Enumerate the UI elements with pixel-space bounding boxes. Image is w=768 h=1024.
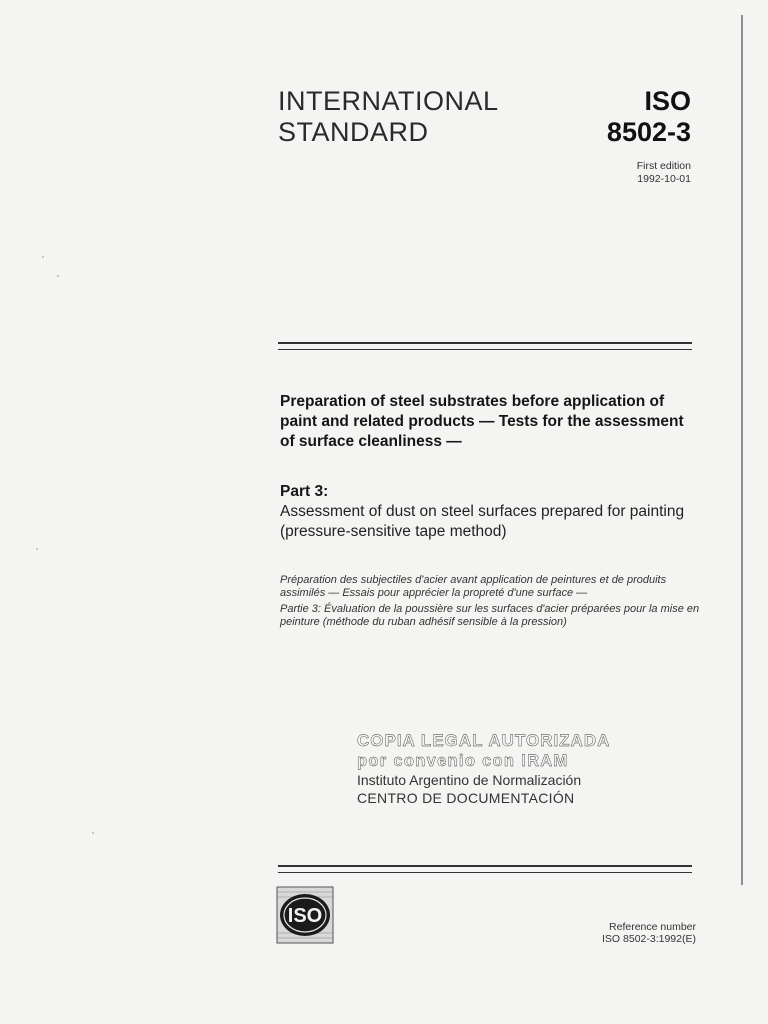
scan-speck: [42, 256, 44, 258]
scan-edge-line: [741, 15, 743, 885]
top-divider: [278, 342, 692, 350]
edition-label: First edition: [636, 160, 691, 172]
title-french: [280, 574, 700, 632]
part-label: Part 3:: [280, 483, 329, 500]
reference-label: Reference number: [609, 921, 696, 933]
stamp-line3: Instituto Argentino de Normalización: [357, 772, 582, 788]
scan-speck: [92, 832, 94, 834]
stamp-line1: COPIA LEGAL AUTORIZADA: [357, 731, 611, 750]
title-english: Preparation of steel substrates before application of paint and related products — Tests for the assessment of surface cleanliness —: [280, 393, 684, 450]
bottom-divider: [278, 865, 692, 873]
title-french-part: Partie 3: Évaluation de la poussière sur les surfaces d'acier préparées pour la mise en peinture (méthode du ruban adhésif sensible à la pression): [280, 603, 700, 628]
stamp-line2: por convenio con IRAM: [357, 752, 569, 770]
part-title: Assessment of dust on steel surfaces prepared for painting (pressure-sensitive tape method): [280, 503, 685, 540]
standard-number: [607, 86, 691, 148]
stamp-line4: CENTRO DE DOCUMENTACIÓN: [357, 790, 575, 806]
document-type: [278, 86, 499, 148]
logo-text: ISO: [287, 905, 323, 927]
iso-number: 8502-3: [606, 117, 691, 147]
iso-logo: [276, 886, 334, 944]
scan-speck: [57, 275, 59, 277]
edition-date: 1992-10-01: [637, 173, 691, 185]
iso-label: ISO: [644, 86, 691, 116]
reference-number: ISO 8502-3:1992(E): [602, 933, 696, 945]
reference-block: [602, 921, 696, 945]
authorization-stamp: [357, 731, 637, 807]
scan-speck: [36, 548, 38, 550]
document-type-line1: INTERNATIONAL: [278, 86, 499, 116]
edition-info: [637, 160, 691, 186]
title-french-main: Préparation des subjectiles d'acier avant application de peintures et de produits assimilés — Essais pour apprécier la propreté d'une surface —: [280, 574, 667, 599]
document-type-line2: STANDARD: [278, 117, 429, 147]
